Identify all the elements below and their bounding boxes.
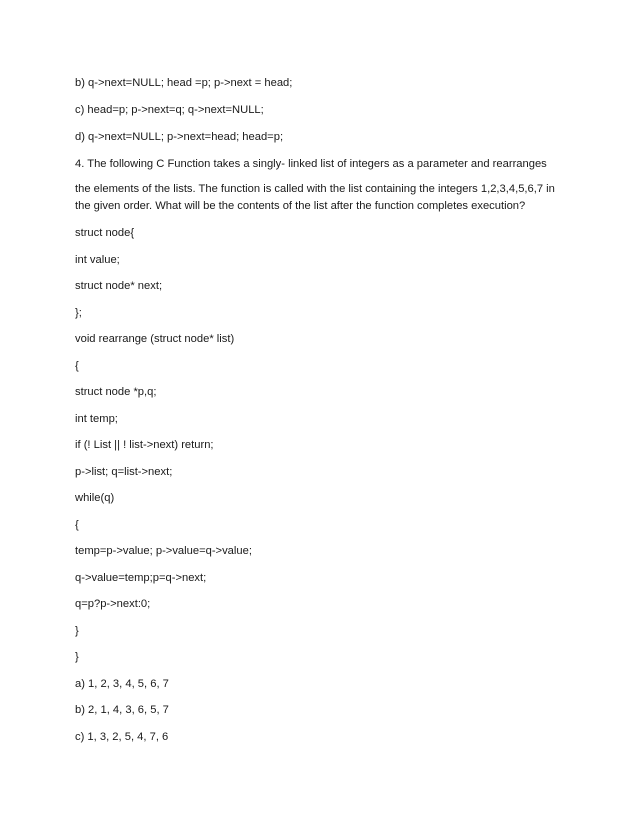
- code-line: while(q): [75, 492, 115, 504]
- code-line: temp=p->value; p->value=q->value;: [75, 545, 252, 557]
- option-b-previous: b) q->next=NULL; head =p; p->next = head;: [75, 77, 293, 89]
- code-line: }: [75, 651, 79, 663]
- code-line: struct node* next;: [75, 280, 163, 292]
- code-line: int temp;: [75, 413, 118, 425]
- code-line: }: [75, 625, 79, 637]
- option-a: a) 1, 2, 3, 4, 5, 6, 7: [75, 678, 169, 690]
- code-line: };: [75, 307, 82, 319]
- code-line: p->list; q=list->next;: [75, 466, 173, 478]
- code-line: {: [75, 360, 79, 372]
- code-line: if (! List || ! list->next) return;: [75, 439, 214, 451]
- question-4-body: the elements of the lists. The function is called with the list containing the integers 1,2,3,4,5,6,7 in the given order. What will be the contents of the list after the function completes execution?: [75, 183, 555, 212]
- option-d-previous: d) q->next=NULL; p->next=head; head=p;: [75, 131, 284, 143]
- option-c-previous: c) head=p; p->next=q; q->next=NULL;: [75, 104, 264, 116]
- question-4-heading: 4. The following C Function takes a singly- linked list of integers as a parameter and rearranges: [75, 158, 547, 170]
- option-c: c) 1, 3, 2, 5, 4, 7, 6: [75, 731, 169, 743]
- code-line: {: [75, 519, 79, 531]
- option-b: b) 2, 1, 4, 3, 6, 5, 7: [75, 704, 169, 716]
- code-line: q=p?p->next:0;: [75, 598, 151, 610]
- code-line: struct node *p,q;: [75, 386, 157, 398]
- code-line: void rearrange (struct node* list): [75, 333, 235, 345]
- code-line: q->value=temp;p=q->next;: [75, 572, 207, 584]
- code-line: struct node{: [75, 227, 135, 239]
- code-line: int value;: [75, 254, 120, 266]
